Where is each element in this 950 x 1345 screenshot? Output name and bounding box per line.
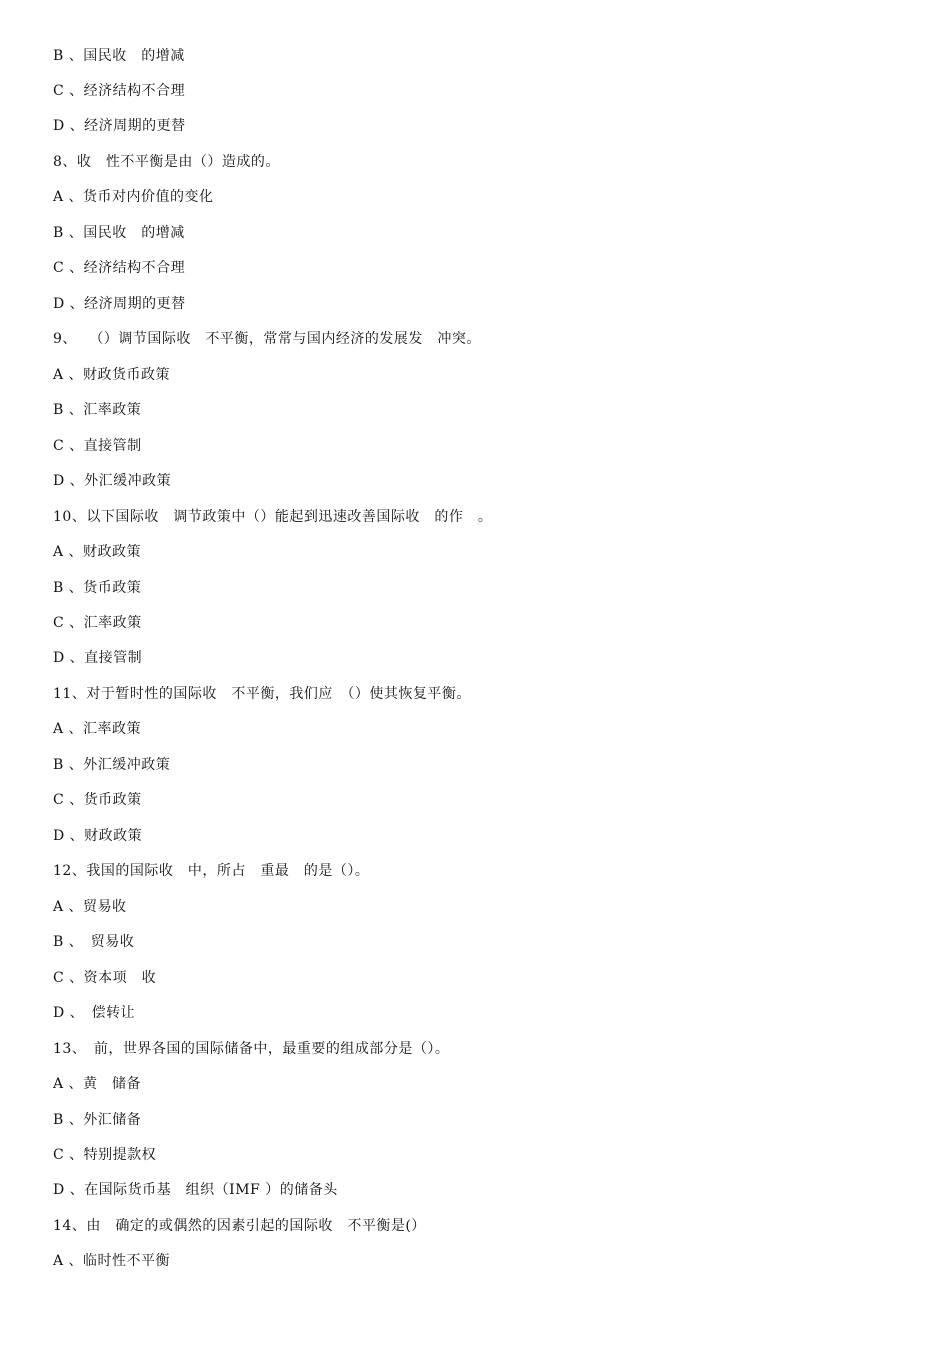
- question-line: 11、对于暂时性的国际收 不平衡，我们应 （）使其恢复平衡。: [53, 686, 471, 702]
- text-line: C 、直接管制: [53, 438, 142, 454]
- text-line: D 、经济周期的更替: [53, 296, 186, 312]
- text-line: C 、货币政策: [53, 792, 142, 808]
- text-line: B 、国民收 的增减: [53, 48, 185, 64]
- question-line: 13、 前，世界各国的国际储备中，最重要的组成部分是（）。: [53, 1041, 450, 1057]
- question-line: 9、 （）调节国际收 不平衡，常常与国内经济的发展发 冲突。: [53, 331, 481, 347]
- question-line: 12、我国的国际收 中，所占 重最 的是（）。: [53, 863, 370, 879]
- question-line: 14、由 确定的或偶然的因素引起的国际收 不平衡是(）: [53, 1218, 426, 1234]
- question-line: 10、以下国际收 调节政策中（）能起到迅速改善国际收 的作 。: [53, 509, 493, 525]
- text-line: C 、经济结构不合理: [53, 260, 186, 276]
- question-line: 8、收 性不平衡是由（）造成的。: [53, 154, 280, 170]
- text-line: B 、 贸易收: [53, 934, 135, 950]
- text-line: D 、经济周期的更替: [53, 118, 186, 134]
- text-line: A 、货币对内价值的变化: [53, 189, 214, 205]
- text-line: B 、货币政策: [53, 580, 142, 596]
- text-line: A 、黄 储备: [53, 1076, 142, 1092]
- text-line: B 、外汇缓冲政策: [53, 757, 171, 773]
- text-line: A 、财政政策: [53, 544, 142, 560]
- text-line: D 、 偿转让: [53, 1005, 136, 1021]
- text-line: A 、财政货币政策: [53, 367, 171, 383]
- text-line: B 、外汇储备: [53, 1112, 142, 1128]
- text-line: D 、直接管制: [53, 650, 143, 666]
- text-line: D 、在国际货币基 组织（IMF ）的储备头: [53, 1182, 338, 1198]
- text-line: A 、临时性不平衡: [53, 1253, 171, 1269]
- text-line: A 、贸易收: [53, 899, 127, 915]
- text-line: D 、财政政策: [53, 828, 143, 844]
- text-line: C 、汇率政策: [53, 615, 142, 631]
- text-line: B 、汇率政策: [53, 402, 142, 418]
- text-line: D 、外汇缓冲政策: [53, 473, 172, 489]
- text-line: A 、汇率政策: [53, 721, 142, 737]
- text-line: C 、资本项 收: [53, 970, 157, 986]
- text-line: B 、国民收 的增减: [53, 225, 185, 241]
- text-line: C 、特别提款权: [53, 1147, 157, 1163]
- text-line: C 、经济结构不合理: [53, 83, 186, 99]
